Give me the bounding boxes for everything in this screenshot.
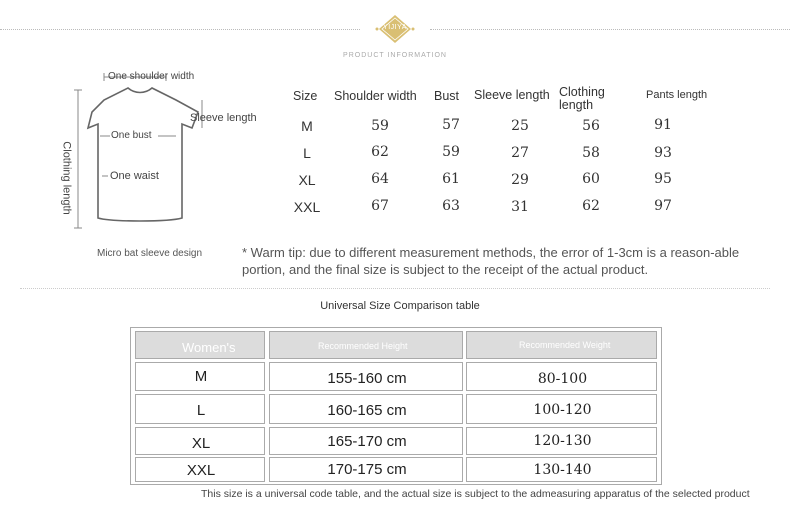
table-row <box>135 457 265 482</box>
header-rule-right <box>430 29 790 30</box>
bust-cell: 57 <box>442 117 460 133</box>
waist-label: One waist <box>110 170 159 182</box>
header-cell <box>466 331 657 359</box>
table-cell <box>466 362 657 391</box>
pants-cell: 95 <box>654 171 672 187</box>
logo-text: YIJIYA <box>383 24 407 31</box>
shoulder-cell: 64 <box>371 171 389 187</box>
sleeve-cell: 27 <box>511 145 529 161</box>
weight-cell: 120-130 <box>533 433 592 449</box>
size-cell: M <box>301 118 313 134</box>
size-cell: XL <box>191 435 211 452</box>
bust-cell: 61 <box>442 171 460 187</box>
clothing-cell: 56 <box>582 118 600 134</box>
length-label: Clothing length <box>60 141 73 215</box>
pants-cell: 93 <box>654 145 672 161</box>
pants-cell: 91 <box>654 117 672 133</box>
pants-cell: 97 <box>654 198 672 214</box>
bust-cell: 63 <box>442 198 460 214</box>
size-cell: L <box>303 145 311 161</box>
divider <box>20 288 770 289</box>
table-row <box>135 362 265 391</box>
header-cell <box>135 331 265 359</box>
shoulder-cell: 67 <box>371 198 389 214</box>
clothing-length-header: Clothing length <box>559 85 605 112</box>
size-cell: XXL <box>186 462 216 479</box>
womens-header: Women's <box>182 340 236 355</box>
pants-length-header: Pants length <box>646 89 708 101</box>
tshirt-diagram <box>60 68 270 238</box>
table-cell <box>466 457 657 482</box>
table-cell <box>269 427 463 455</box>
clothing-cell: 58 <box>582 145 600 161</box>
table-cell <box>466 394 657 424</box>
height-header: Recommended Height <box>318 341 408 351</box>
shoulder-label: One shoulder width <box>108 71 195 82</box>
header-cell <box>269 331 463 359</box>
height-cell: 170-175 cm <box>327 461 407 478</box>
page-subtitle: PRODUCT INFORMATION <box>343 52 447 59</box>
universal-size-table <box>130 327 662 485</box>
size-cell: XL <box>298 172 316 188</box>
table-cell <box>466 427 657 455</box>
shoulder-cell: 62 <box>371 144 389 160</box>
sleeve-label: Sleeve length <box>190 112 257 124</box>
shoulder-width-header: Shoulder width <box>334 89 417 103</box>
weight-cell: 80-100 <box>537 371 588 387</box>
sleeve-cell: 31 <box>511 199 529 215</box>
sleeve-design-note: Micro bat sleeve design <box>97 248 203 259</box>
tshirt-outline-icon <box>70 68 270 238</box>
size-header: Size <box>293 89 318 103</box>
size-cell: M <box>194 368 208 385</box>
sleeve-cell: 25 <box>511 118 529 134</box>
sleeve-cell: 29 <box>511 172 529 188</box>
sleeve-length-header: Sleeve length <box>474 88 550 102</box>
footnote: This size is a universal code table, and the actual size is subject to the admeasuring apparatus of the selected product <box>201 488 750 500</box>
size-cell: L <box>196 402 206 419</box>
size-cell: XXL <box>293 199 321 215</box>
universal-table-title: Universal Size Comparison table <box>320 300 480 312</box>
header-rule-left <box>0 29 360 30</box>
table-row <box>135 427 265 455</box>
bust-cell: 59 <box>442 144 460 160</box>
clothing-cell: 60 <box>582 171 600 187</box>
table-cell <box>269 362 463 391</box>
bust-header: Bust <box>434 89 460 103</box>
table-cell <box>269 457 463 482</box>
clothing-cell: 62 <box>582 198 600 214</box>
weight-cell: 100-120 <box>533 402 592 418</box>
table-cell <box>269 394 463 424</box>
height-cell: 155-160 cm <box>327 370 407 387</box>
table-row <box>135 394 265 424</box>
shoulder-cell: 59 <box>371 118 389 134</box>
warm-tip: * Warm tip: due to different measurement methods, the error of 1-3cm is a reason-able portion, and the final size is subject to the receipt of the actual product. <box>242 245 740 277</box>
weight-cell: 130-140 <box>533 462 592 478</box>
bust-label: One bust <box>111 130 152 141</box>
height-cell: 165-170 cm <box>327 433 407 450</box>
height-cell: 160-165 cm <box>327 402 407 419</box>
weight-header: Recommended Weight <box>519 340 611 350</box>
